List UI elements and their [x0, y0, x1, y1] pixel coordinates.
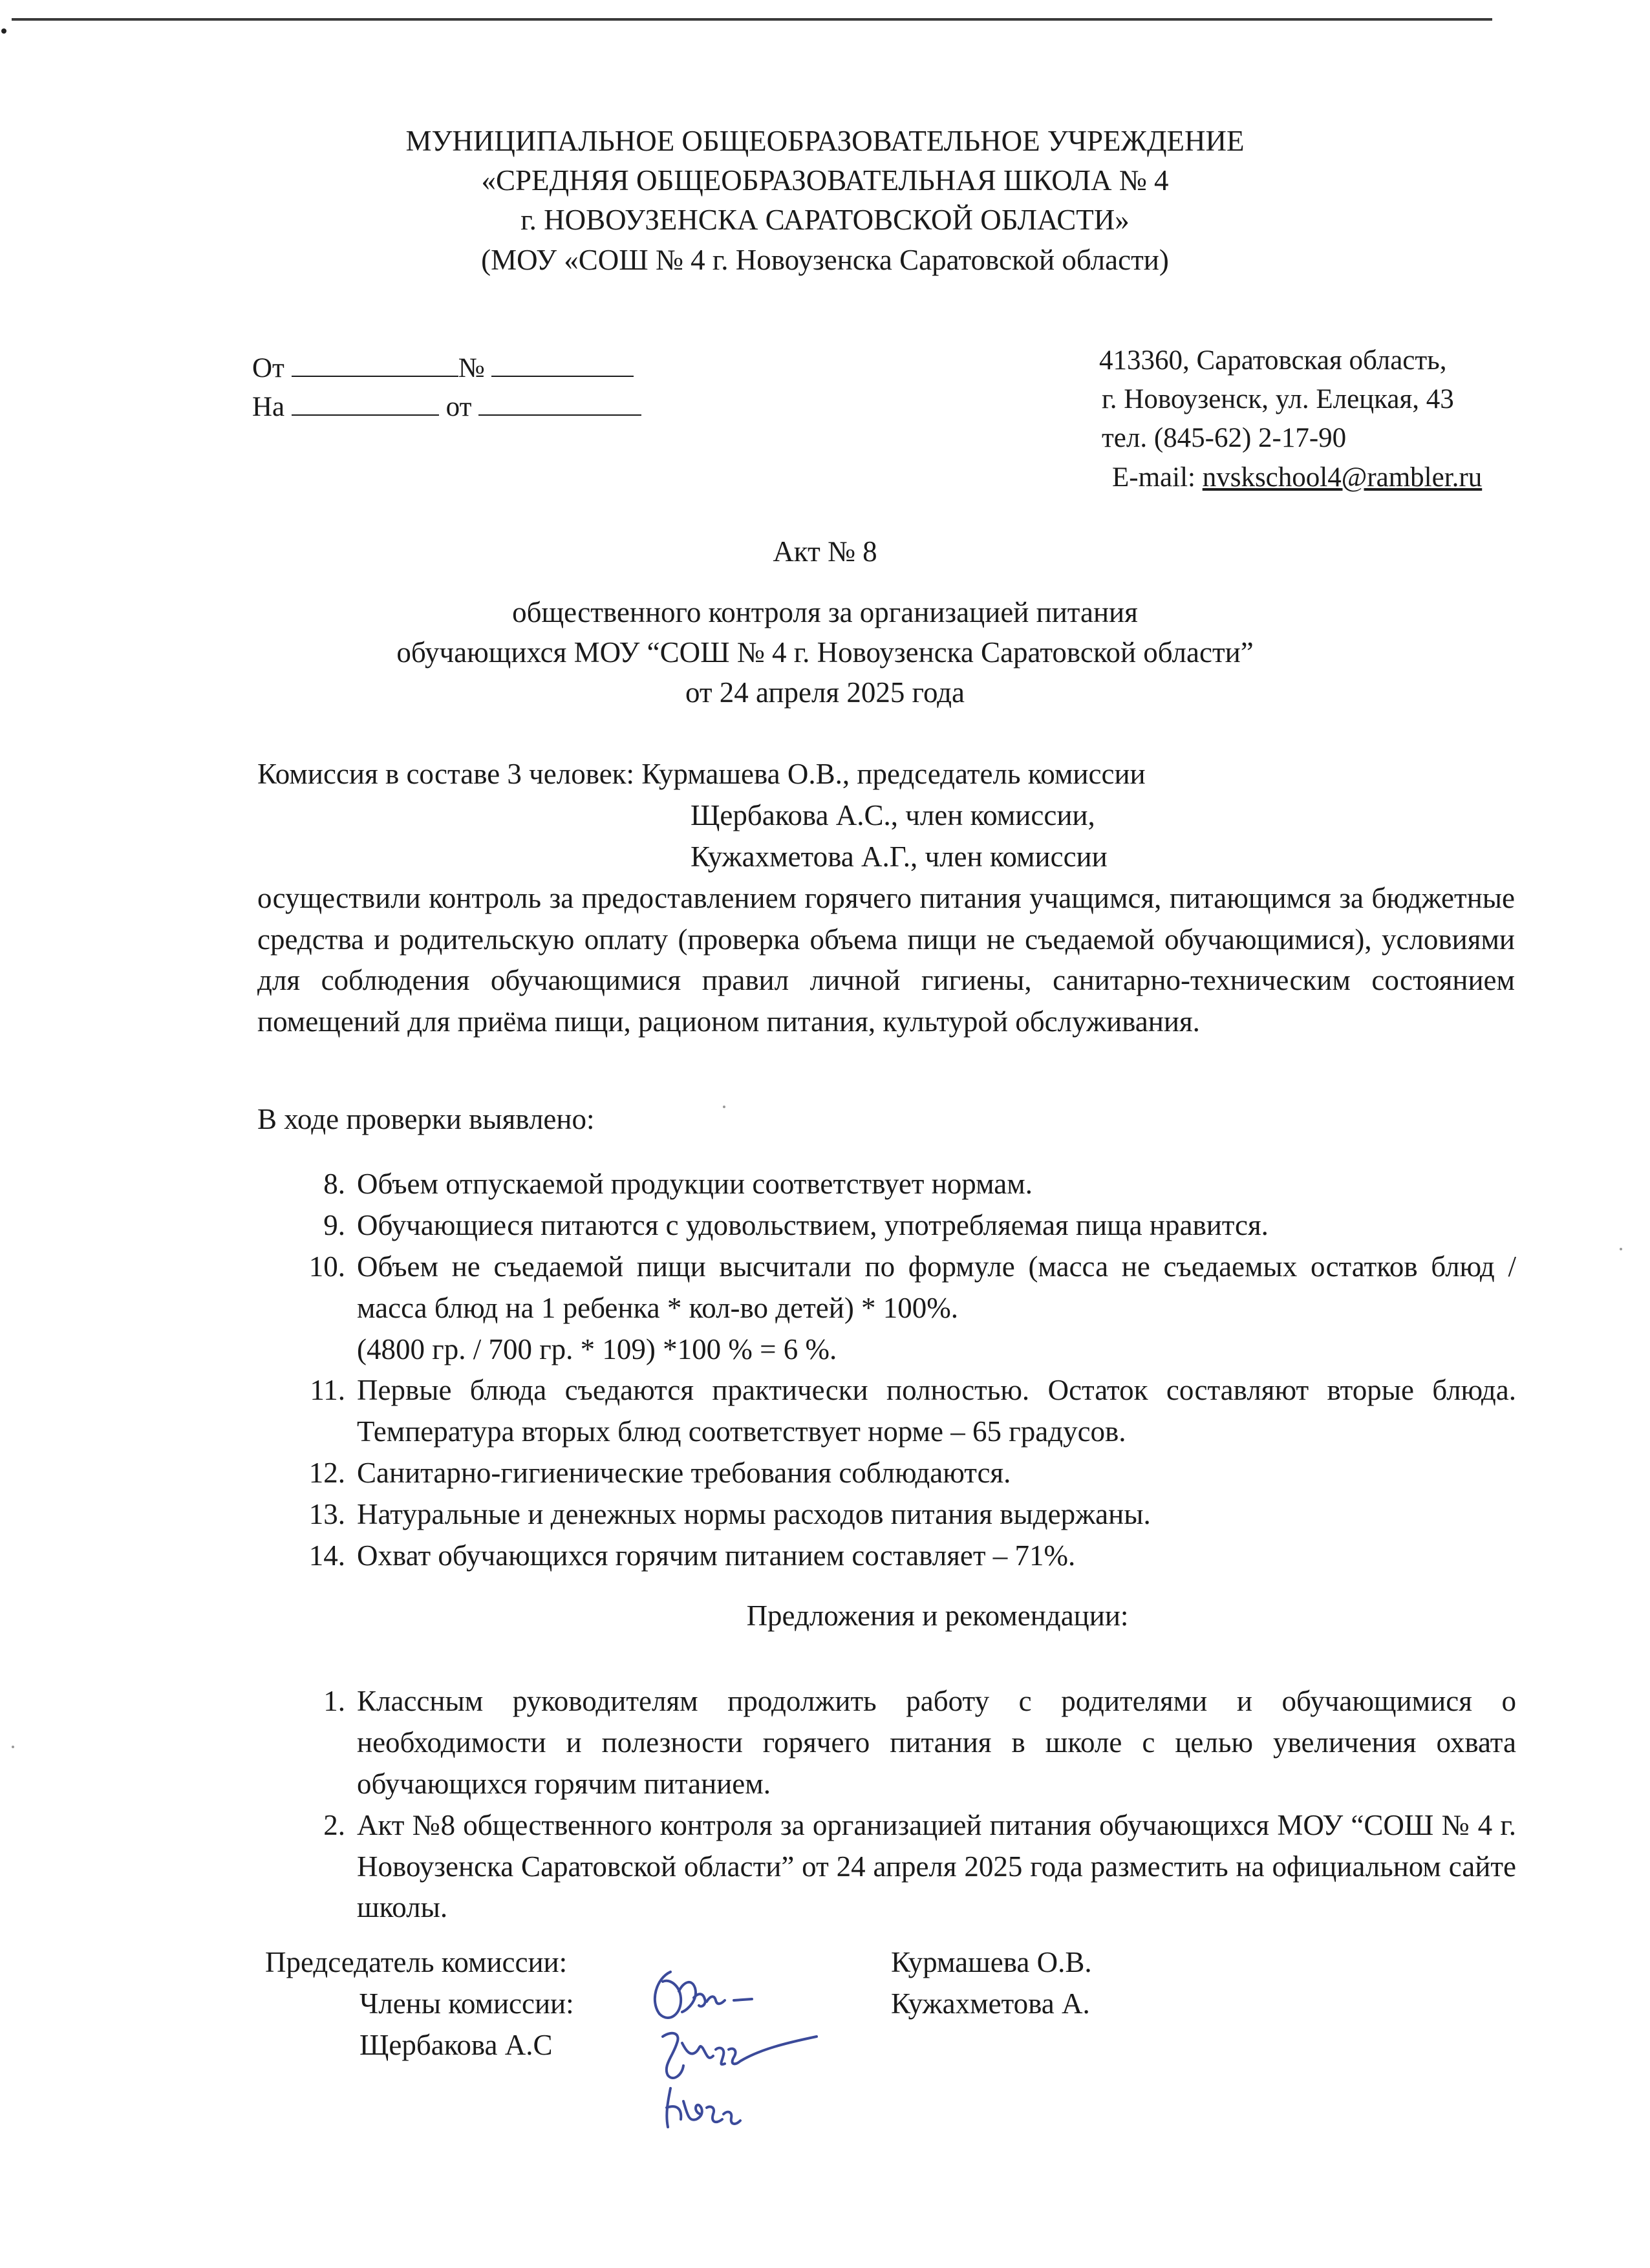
incoming-number-blank	[292, 391, 439, 416]
email-line	[1086, 458, 1482, 497]
incoming-date-blank	[478, 391, 641, 416]
finding-number: 14.	[308, 1539, 345, 1572]
from-label: От	[252, 353, 284, 383]
act-subtitle-line-2: обучающихся МОУ “СОШ № 4 г. Новоузенска Саратовской области”	[396, 636, 1254, 669]
address-line-1: 413360, Саратовская область,	[1099, 345, 1447, 376]
finding-text: Обучающиеся питаются с удовольствием, употребляемая пища нравится.	[357, 1208, 1269, 1241]
registration-fields	[252, 349, 641, 427]
act-title: Акт № 8	[773, 535, 877, 568]
members-label: Члены комиссии:	[359, 1987, 574, 2020]
school-address	[1086, 341, 1482, 497]
letterhead-line-3: г. НОВОУЗЕНСКА САРАТОВСКОЙ ОБЛАСТИ»	[520, 204, 1130, 237]
phone-line: тел. (845-62) 2-17-90	[1102, 423, 1347, 454]
scan-speck	[723, 1106, 725, 1108]
finding-text: Санитарно-гигиенические требования соблюдаются.	[357, 1457, 1011, 1490]
outgoing-date-blank	[292, 352, 458, 377]
finding-item	[297, 1535, 1516, 1577]
commission-row-1	[257, 754, 1515, 795]
act-subtitle	[0, 592, 1650, 712]
signatory-names	[891, 1942, 1092, 2025]
recommendations-list	[297, 1681, 1516, 1929]
finding-text: Объем не съедаемой пищи высчитали по формуле (масса не съедаемых остатков блюд / масса блюд на 1 ребенка * кол-во детей) * 100%.	[357, 1250, 1516, 1324]
commission-paragraph: осуществили контроль за предоставлением горячего питания учащимся, питающимся за бюджетные средства и родительскую оплату (проверка объема пищи не съедаемой обучающимися), условиями для соблюдения обучающимися правил личной гигиены, санитарно-техническим состоянием помещений для приёма пищи, рационом питания, культурой обслуживания.	[257, 881, 1515, 1038]
chair-label: Председатель комиссии:	[265, 1946, 568, 1978]
findings-heading: В ходе проверки выявлено:	[257, 1103, 595, 1135]
finding-number: 11.	[310, 1374, 345, 1407]
outgoing-number-blank	[491, 352, 634, 377]
member-extra-name: Щербакова А.С	[359, 2029, 553, 2061]
act-date: от 24 апреля 2025 года	[685, 676, 965, 709]
letterhead-line-1: МУНИЦИПАЛЬНОЕ ОБЩЕОБРАЗОВАТЕЛЬНОЕ УЧРЕЖДЕНИЕ	[405, 125, 1245, 157]
chair-name: Курмашева О.В.	[891, 1946, 1092, 1978]
recommendation-item	[297, 1681, 1516, 1805]
handwritten-signatures	[643, 1952, 863, 2146]
finding-item	[297, 1164, 1516, 1205]
finding-text: Объем отпускаемой продукции соответствует нормам.	[357, 1168, 1033, 1200]
finding-item	[297, 1453, 1516, 1494]
commission-member-1: Курмашева О.В., председатель комиссии	[641, 758, 1146, 790]
recommendation-number: 2.	[323, 1808, 345, 1841]
letterhead-line-2: «СРЕДНЯЯ ОБЩЕОБРАЗОВАТЕЛЬНАЯ ШКОЛА № 4	[481, 164, 1169, 197]
school-letterhead	[0, 122, 1650, 280]
outgoing-registration-row	[252, 349, 641, 388]
waste-formula: (4800 гр. / 700 гр. * 109) *100 % = 6 %.	[357, 1332, 837, 1365]
finding-item	[297, 1205, 1516, 1246]
commission-member-2: Щербакова А.С., член комиссии,	[691, 798, 1095, 831]
finding-number: 9.	[323, 1208, 345, 1241]
incoming-registration-row	[252, 388, 641, 427]
recommendation-text: Акт №8 общественного контроля за организацией питания обучающихся МОУ “СОШ № 4 г. Новоузенска Саратовской области” от 24 апреля 2025 года разместить на официальном сайте школы.	[357, 1808, 1516, 1924]
recommendation-item	[297, 1805, 1516, 1929]
address-line-2: г. Новоузенск, ул. Елецкая, 43	[1102, 384, 1454, 415]
recommendations-heading: Предложения и рекомендации:	[746, 1599, 1129, 1632]
finding-item	[297, 1494, 1516, 1535]
recommendation-number: 1.	[323, 1685, 345, 1717]
findings-list	[297, 1164, 1516, 1577]
date-label: от	[445, 392, 472, 423]
act-subtitle-line-1: общественного контроля за организацией питания	[512, 596, 1138, 628]
finding-item	[297, 1246, 1516, 1371]
finding-number: 10.	[308, 1250, 345, 1283]
email-label: E-mail:	[1112, 462, 1195, 493]
scan-mark	[1, 28, 6, 34]
finding-number: 12.	[308, 1457, 345, 1490]
finding-text: Первые блюда съедаются практически полностью. Остаток составляют вторые блюда. Температура вторых блюд соответствует норме – 65 градусов.	[357, 1374, 1516, 1448]
finding-number: 8.	[323, 1168, 345, 1200]
scan-speck	[1620, 1248, 1622, 1250]
commission-intro: Комиссия в составе 3 человек:	[257, 758, 635, 790]
email-link[interactable]: nvskschool4@rambler.ru	[1202, 462, 1483, 493]
commission-section	[257, 754, 1515, 1043]
scan-speck	[12, 1746, 14, 1748]
finding-item	[297, 1370, 1516, 1453]
finding-number: 13.	[308, 1498, 345, 1531]
commission-member-3: Кужахметова А.Г., член комиссии	[691, 840, 1108, 873]
finding-text: Охват обучающихся горячим питанием составляет – 71%.	[357, 1539, 1076, 1572]
number-label: №	[458, 353, 485, 383]
to-label: На	[252, 392, 285, 423]
letterhead-line-4: (МОУ «СОШ № 4 г. Новоузенска Саратовской области)	[481, 243, 1169, 276]
recommendation-text: Классным руководителям продолжить работу с родителями и обучающимися о необходимости и полезности горячего питания в школе с целью увеличения охвата обучающихся горячим питанием.	[357, 1685, 1516, 1800]
finding-text: Натуральные и денежных нормы расходов питания выдержаны.	[357, 1498, 1151, 1531]
member-name: Кужахметова А.	[891, 1987, 1090, 2020]
scan-top-border	[12, 18, 1492, 21]
finding-text-block	[357, 1246, 1516, 1371]
